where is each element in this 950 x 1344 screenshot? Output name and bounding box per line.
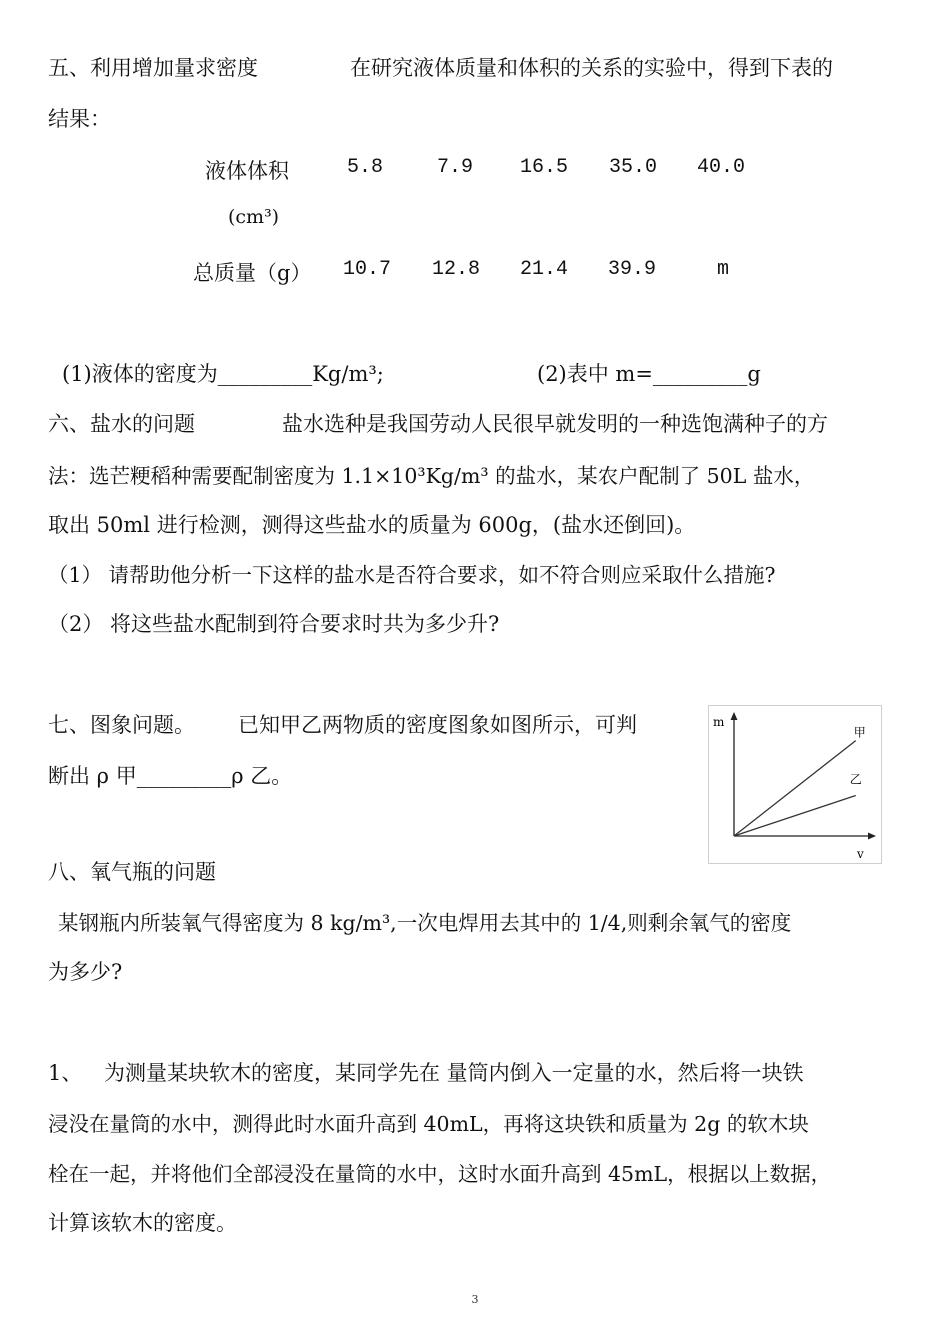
table-cell: 35.0 (609, 156, 658, 179)
section7-text: 已知甲乙两物质的密度图象如图所示，可判 (238, 713, 637, 737)
x-axis-arrow (868, 833, 876, 840)
problem1-text: 栓在一起，并将他们全部浸没在量筒的水中，这时水面升高到 45mL，根据以上数据， (48, 1162, 832, 1186)
section6-text: 盐水选种是我国劳动人民很早就发明的一种选饱满种子的方 (282, 412, 828, 436)
section5-intro: 在研究液体质量和体积的关系的实验中，得到下表的 (350, 56, 833, 80)
section6-question-1: （1） 请帮助他分析一下这样的盐水是否符合要求，如不符合则应采取什么措施? (48, 563, 776, 587)
section8-text: 为多少? (48, 960, 123, 984)
section6-text: 取出 50ml 进行检测，测得这些盐水的质量为 600g，(盐水还倒回)。 (48, 513, 696, 537)
table-cell: 7.9 (437, 156, 474, 179)
x-axis-label: v (857, 847, 864, 861)
table-cell: 40.0 (697, 156, 746, 179)
table-cell: 16.5 (520, 156, 569, 179)
problem1-number: 1、 (48, 1061, 83, 1085)
density-graph (708, 705, 882, 864)
section6-question-2: （2） 将这些盐水配制到符合要求时共为多少升? (48, 612, 500, 636)
table-cell: 10.7 (343, 258, 392, 281)
section5-intro-cont: 结果： (48, 107, 111, 131)
section5-question-1: (1)液体的密度为_________Kg/m³; (62, 362, 384, 386)
section6-heading: 六、盐水的问题 (48, 412, 195, 436)
page-number: 3 (471, 1293, 479, 1306)
row1-label: 液体体积 (205, 159, 289, 183)
table-cell: 21.4 (520, 258, 569, 281)
series-label-jia: 甲 (853, 725, 866, 740)
series-line-jia (734, 741, 856, 836)
series-label-yi: 乙 (849, 772, 862, 787)
table-cell: 12.8 (432, 258, 481, 281)
y-axis-arrow (731, 712, 738, 720)
section7-heading: 七、图象问题。 (48, 713, 195, 737)
table-cell: m (717, 258, 730, 281)
section5-question-2: (2)表中 m=_________g (537, 362, 761, 386)
problem1-text: 计算该软木的密度。 (48, 1211, 237, 1235)
problem1-text: 为测量某块软木的密度，某同学先在 量筒内倒入一定量的水，然后将一块铁 (104, 1061, 804, 1085)
section7-text: 断出 ρ 甲_________ρ 乙。 (48, 764, 293, 788)
section6-text: 法：选芒粳稻种需要配制密度为 1.1×10³Kg/m³ 的盐水，某农户配制了 50L 盐水， (48, 464, 815, 488)
row1-unit: (cm³) (228, 206, 280, 228)
series-line-yi (734, 795, 856, 836)
table-cell: 39.9 (608, 258, 657, 281)
table-cell: 5.8 (347, 156, 384, 179)
section5-heading: 五、利用增加量求密度 (48, 56, 258, 80)
row2-label: 总质量（g） (193, 261, 312, 285)
section8-text: 某钢瓶内所装氧气得密度为 8 kg/m³,一次电焊用去其中的 1/4,则剩余氧气的密度 (58, 911, 792, 935)
problem1-text: 浸没在量筒的水中，测得此时水面升高到 40mL，再将这块铁和质量为 2g 的软木块 (48, 1112, 809, 1136)
section8-heading: 八、氧气瓶的问题 (48, 860, 216, 884)
y-axis-label: m (713, 715, 725, 729)
density-graph-svg (709, 706, 881, 863)
